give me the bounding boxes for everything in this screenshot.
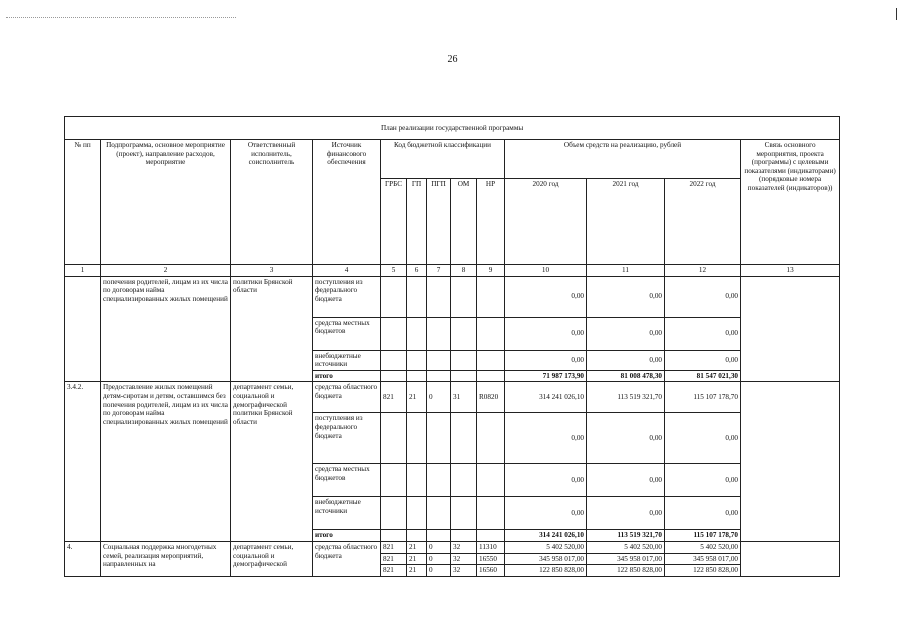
- cell-2022: 0,00: [665, 464, 741, 497]
- cell-nr: 16550: [477, 553, 505, 565]
- cell-total-label: итого: [313, 530, 381, 542]
- header-2022: 2022 год: [665, 179, 741, 265]
- cell-om: 32: [451, 553, 477, 565]
- cell-2021: 0,00: [587, 413, 665, 464]
- header-link: Связь основного мероприятия, проекта (программы) с целевыми показателями (индикаторами) (порядковые номера показателей (индикаторов)): [741, 140, 840, 265]
- cell-source: средства местных бюджетов: [313, 464, 381, 497]
- column-number: 1: [65, 265, 101, 277]
- cell-source: внебюджетные источники: [313, 350, 381, 370]
- cell-2021: 0,00: [587, 317, 665, 350]
- header-volume: Объем средств на реализацию, рублей: [505, 140, 741, 179]
- table-title: План реализации государственной программы: [65, 117, 840, 140]
- header-om: ОМ: [451, 179, 477, 265]
- cell-2021: 345 958 017,00: [587, 553, 665, 565]
- cell-grbs: 821: [381, 565, 407, 577]
- cell-2022: 345 958 017,00: [665, 553, 741, 565]
- column-number: 9: [477, 265, 505, 277]
- column-number: 8: [451, 265, 477, 277]
- header-budget-code: Код бюджетной классификации: [381, 140, 505, 179]
- header-subprogram: Подпрограмма, основное мероприятие (проект), направление расходов, мероприятие: [101, 140, 231, 265]
- cell-grbs: 821: [381, 541, 407, 553]
- header-2021: 2021 год: [587, 179, 665, 265]
- cell-2021: 0,00: [587, 464, 665, 497]
- column-number: 12: [665, 265, 741, 277]
- column-number: 7: [427, 265, 451, 277]
- cell-nr: R0820: [477, 382, 505, 413]
- cell-total-2020: 71 987 173,90: [505, 370, 587, 382]
- cell-link: [741, 276, 840, 382]
- cell-num: 3.4.2.: [65, 382, 101, 542]
- cell-total-2022: 115 107 178,70: [665, 530, 741, 542]
- page-number: 26: [447, 54, 458, 65]
- column-number: 10: [505, 265, 587, 277]
- header-2020: 2020 год: [505, 179, 587, 265]
- cell-source: средства областного бюджета: [313, 541, 381, 576]
- cell-responsible: департамент семьи, социальной и демографической: [231, 541, 313, 576]
- column-number: 2: [101, 265, 231, 277]
- cell-2022: 5 402 520,00: [665, 541, 741, 553]
- cell-2020: 0,00: [505, 317, 587, 350]
- cell-responsible: политики Брянской области: [231, 276, 313, 382]
- table-row: [65, 382, 840, 413]
- cell-2022: 0,00: [665, 350, 741, 370]
- table-row: [65, 541, 840, 553]
- cell-grbs: 821: [381, 382, 407, 413]
- cell-2020: 0,00: [505, 464, 587, 497]
- cell-total-2021: 113 519 321,70: [587, 530, 665, 542]
- cell-2020: 5 402 520,00: [505, 541, 587, 553]
- column-number: 3: [231, 265, 313, 277]
- cell-subprogram: Предоставление жилых помещений детям-сиротам и детям, оставшимся без попечения родителей, лицам из их числа по договорам найма специализированных жилых помещений: [101, 382, 231, 542]
- column-number: 4: [313, 265, 381, 277]
- cell-2020: 0,00: [505, 413, 587, 464]
- cell-gp: 21: [407, 382, 427, 413]
- cell-2021: 113 519 321,70: [587, 382, 665, 413]
- cell-gp: 21: [407, 553, 427, 565]
- cell-total-label: итого: [313, 370, 381, 382]
- cell-2021: 122 850 828,00: [587, 565, 665, 577]
- cell-nr: 11310: [477, 541, 505, 553]
- cell-om: 31: [451, 382, 477, 413]
- header-pgp: ПГП: [427, 179, 451, 265]
- cell-2022: 0,00: [665, 317, 741, 350]
- table-row: [65, 276, 840, 317]
- cell-responsible: департамент семьи, социальной и демографической политики Брянской области: [231, 382, 313, 542]
- header-gp: ГП: [407, 179, 427, 265]
- column-number-row: [65, 265, 840, 277]
- column-number: 11: [587, 265, 665, 277]
- header-num: № пп: [65, 140, 101, 265]
- cell-2020: 314 241 026,10: [505, 382, 587, 413]
- cell-2020: 345 958 017,00: [505, 553, 587, 565]
- cell-2021: 0,00: [587, 497, 665, 530]
- cell-gp: 21: [407, 565, 427, 577]
- title-row: [65, 117, 840, 140]
- scan-noise: [6, 17, 236, 19]
- cell-source: поступления из федерального бюджета: [313, 276, 381, 317]
- cell-total-2021: 81 008 478,30: [587, 370, 665, 382]
- cell-2022: 0,00: [665, 413, 741, 464]
- scan-mark: [896, 8, 897, 20]
- cell-2020: 0,00: [505, 497, 587, 530]
- cell-2021: 0,00: [587, 276, 665, 317]
- cell-subprogram: Социальная поддержка многодетных семей, реализация мероприятий, направленных на: [101, 541, 231, 576]
- cell-2021: 0,00: [587, 350, 665, 370]
- cell-pgp: 0: [427, 382, 451, 413]
- cell-source: средства областного бюджета: [313, 382, 381, 413]
- cell-om: 32: [451, 541, 477, 553]
- cell-2022: 115 107 178,70: [665, 382, 741, 413]
- header-row-1: [65, 140, 840, 179]
- cell-2020: 0,00: [505, 276, 587, 317]
- cell-subprogram: попечения родителей, лицам из их числа по договорам найма специализированных жилых помещений: [101, 276, 231, 382]
- cell-pgp: 0: [427, 565, 451, 577]
- cell-source: поступления из федерального бюджета: [313, 413, 381, 464]
- cell-gp: 21: [407, 541, 427, 553]
- cell-2022: 122 850 828,00: [665, 565, 741, 577]
- cell-2022: 0,00: [665, 276, 741, 317]
- cell-2020: 0,00: [505, 350, 587, 370]
- header-grbs: ГРБС: [381, 179, 407, 265]
- header-source: Источник финансового обеспечения: [313, 140, 381, 265]
- column-number: 5: [381, 265, 407, 277]
- header-nr: НР: [477, 179, 505, 265]
- cell-grbs: 821: [381, 553, 407, 565]
- cell-pgp: 0: [427, 541, 451, 553]
- cell-total-2020: 314 241 026,10: [505, 530, 587, 542]
- cell-pgp: 0: [427, 553, 451, 565]
- cell-source: средства местных бюджетов: [313, 317, 381, 350]
- cell-link: [741, 541, 840, 576]
- plan-table: [64, 116, 840, 577]
- column-number: 6: [407, 265, 427, 277]
- cell-num: 4.: [65, 541, 101, 576]
- cell-total-2022: 81 547 021,30: [665, 370, 741, 382]
- header-responsible: Ответственный исполнитель, соисполнитель: [231, 140, 313, 265]
- cell-nr: 16560: [477, 565, 505, 577]
- cell-num: [65, 276, 101, 382]
- cell-2022: 0,00: [665, 497, 741, 530]
- column-number: 13: [741, 265, 840, 277]
- cell-2020: 122 850 828,00: [505, 565, 587, 577]
- cell-link: [741, 382, 840, 542]
- cell-om: 32: [451, 565, 477, 577]
- cell-source: внебюджетные источники: [313, 497, 381, 530]
- cell-2021: 5 402 520,00: [587, 541, 665, 553]
